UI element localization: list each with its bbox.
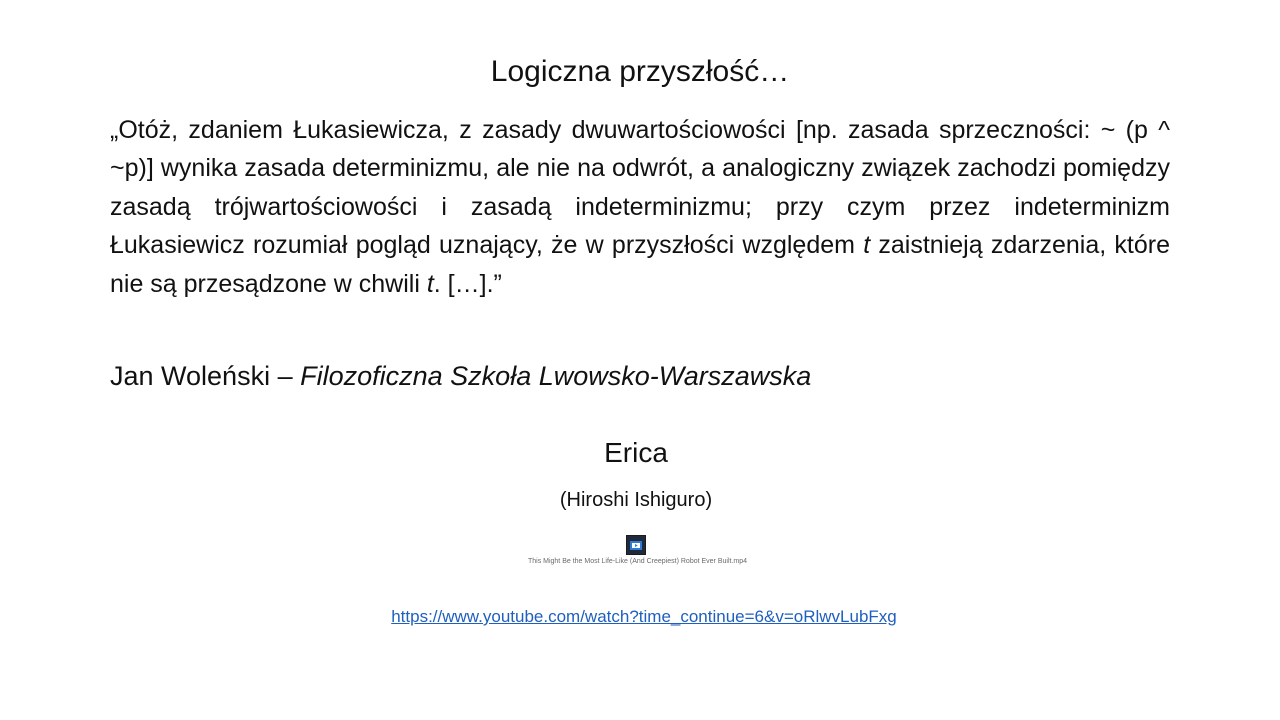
quote-variable-t-2: t	[426, 269, 434, 298]
video-file-icon[interactable]	[626, 535, 646, 555]
attribution-author: Jan Woleński –	[110, 361, 301, 391]
youtube-link[interactable]: https://www.youtube.com/watch?time_continue=6&v=oRlwvLubFxg	[391, 607, 897, 626]
quote-attribution	[110, 357, 1170, 395]
video-file-caption[interactable]: This Might Be the Most Life-Like (And Creepiest) Robot Ever Built.mp4	[527, 558, 748, 565]
quote-text-part-3: . […].”	[433, 269, 502, 298]
quote-text-part-2: zaistnieją zdarzenia, które nie są przesądzone w chwili	[110, 231, 1171, 298]
robot-name-heading: Erica	[604, 437, 668, 468]
attribution-book-title: Filozoficzna Szkoła Lwowsko-Warszawska	[300, 361, 812, 391]
quote-variable-t-1: t	[863, 231, 871, 260]
quote-paragraph	[110, 111, 1170, 303]
slide-title: Logiczna przyszłość…	[490, 55, 790, 88]
quote-text-part-1: „Otóż, zdaniem Łukasiewicza, z zasady dwuwartościowości [np. zasada sprzeczności: ~ (p ^ ~p)] wynika zasada determinizmu, ale nie na odwrót, a analogiczny związek zachodzi pomiędzy zasadą trójwartościowości i zasadą indeterminizmu; przy czym przez indeterminizm Łukasiewicz rozumiał pogląd uznający, że w przyszłości względem	[110, 116, 1170, 260]
robot-creator: (Hiroshi Ishiguro)	[559, 489, 713, 511]
